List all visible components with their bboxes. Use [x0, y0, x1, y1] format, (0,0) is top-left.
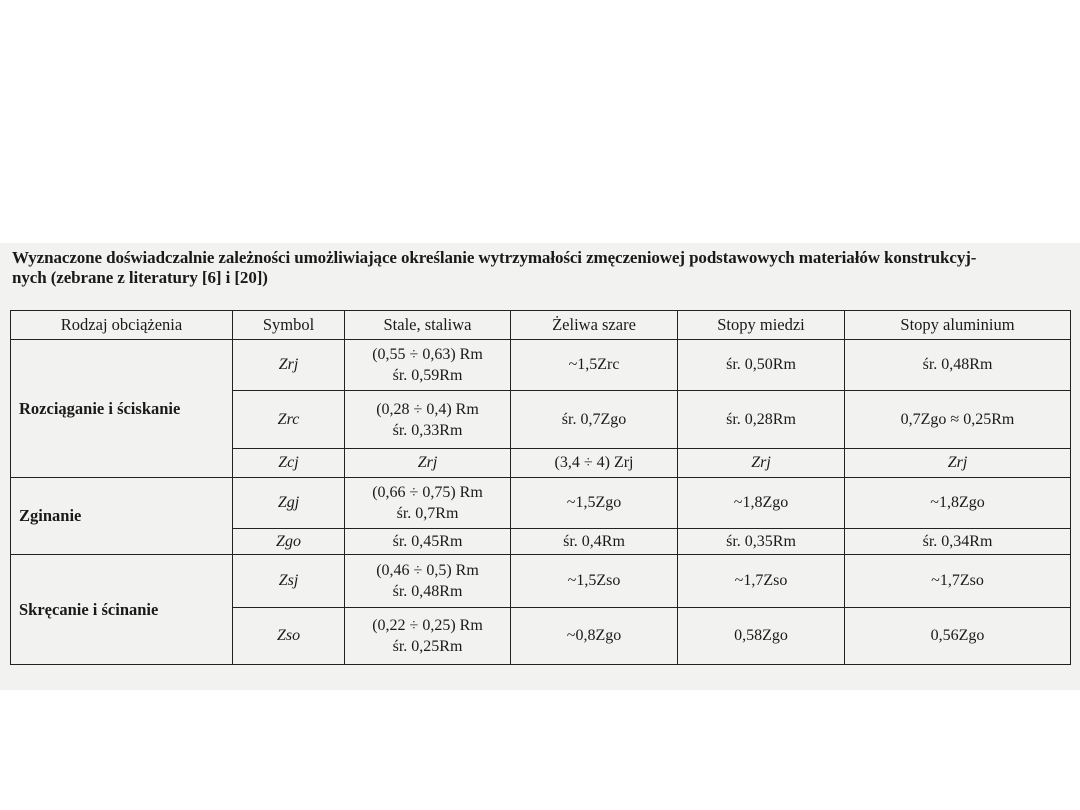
cast-iron-cell: (3,4 ÷ 4) Zrj: [511, 449, 678, 478]
cast-iron-cell: ~0,8Zgo: [511, 608, 678, 665]
aluminium-cell: śr. 0,48Rm: [845, 340, 1071, 391]
header-aluminium: Stopy aluminium: [845, 311, 1071, 340]
caption-line-2: nych (zebrane z literatury [6] i [20]): [12, 268, 268, 287]
steel-cell: [345, 340, 511, 391]
cast-iron-cell: śr. 0,4Rm: [511, 529, 678, 555]
header-symbol: Symbol: [233, 311, 345, 340]
steel-cell: [345, 608, 511, 665]
header-copper: Stopy miedzi: [678, 311, 845, 340]
header-steel: Stale, staliwa: [345, 311, 511, 340]
cast-iron-cell: ~1,5Zso: [511, 555, 678, 608]
aluminium-cell: 0,56Zgo: [845, 608, 1071, 665]
steel-average: śr. 0,59Rm: [392, 367, 463, 384]
copper-cell: śr. 0,28Rm: [678, 391, 845, 449]
header-cast-iron: Żeliwa szare: [511, 311, 678, 340]
steel-cell: śr. 0,45Rm: [345, 529, 511, 555]
load-type-cell: Zginanie: [11, 478, 233, 555]
cast-iron-cell: śr. 0,7Zgo: [511, 391, 678, 449]
aluminium-cell: ~1,8Zgo: [845, 478, 1071, 529]
fatigue-strength-table: [10, 310, 1071, 665]
symbol-cell: Zgj: [233, 478, 345, 529]
table-row: [11, 340, 1071, 391]
copper-cell: ~1,8Zgo: [678, 478, 845, 529]
header-load-type: Rodzaj obciążenia: [11, 311, 233, 340]
load-type-cell: Skręcanie i ścinanie: [11, 555, 233, 665]
table-row: [11, 478, 1071, 529]
copper-cell: 0,58Zgo: [678, 608, 845, 665]
copper-cell: ~1,7Zso: [678, 555, 845, 608]
steel-cell: [345, 555, 511, 608]
aluminium-cell: ~1,7Zso: [845, 555, 1071, 608]
steel-range: (0,55 ÷ 0,63) Rm: [372, 346, 483, 363]
steel-cell: [345, 478, 511, 529]
copper-cell: śr. 0,50Rm: [678, 340, 845, 391]
aluminium-cell: śr. 0,34Rm: [845, 529, 1071, 555]
steel-average: śr. 0,25Rm: [392, 638, 463, 655]
symbol-cell: Zso: [233, 608, 345, 665]
symbol-cell: Zrj: [233, 340, 345, 391]
steel-range: (0,28 ÷ 0,4) Rm: [376, 400, 479, 418]
steel-cell: [345, 391, 511, 449]
header-row: [11, 311, 1071, 340]
symbol-cell: Zsj: [233, 555, 345, 608]
steel-range: (0,46 ÷ 0,5) Rm: [376, 562, 479, 579]
cast-iron-cell: ~1,5Zrc: [511, 340, 678, 391]
caption-line-1: Wyznaczone doświadczalnie zależności umożliwiające określanie wytrzymałości zmęczeniowej podstawowych materiałów konstrukcyj-: [12, 248, 977, 267]
aluminium-cell: Zrj: [845, 449, 1071, 478]
aluminium-cell: 0,7Zgo ≈ 0,25Rm: [845, 391, 1071, 449]
symbol-cell: Zcj: [233, 449, 345, 478]
symbol-cell: Zrc: [233, 391, 345, 449]
steel-average: śr. 0,33Rm: [392, 421, 463, 439]
symbol-cell: Zgo: [233, 529, 345, 555]
copper-cell: Zrj: [678, 449, 845, 478]
table-row: [11, 555, 1071, 608]
cast-iron-cell: ~1,5Zgo: [511, 478, 678, 529]
table-caption: [12, 248, 1074, 288]
steel-average: śr. 0,7Rm: [396, 505, 459, 522]
steel-average: śr. 0,48Rm: [392, 583, 463, 600]
steel-range: (0,22 ÷ 0,25) Rm: [372, 617, 483, 634]
steel-range: (0,66 ÷ 0,75) Rm: [372, 484, 483, 501]
load-type-cell: Rozciąganie i ściskanie: [11, 340, 233, 478]
steel-cell: Zrj: [345, 449, 511, 478]
copper-cell: śr. 0,35Rm: [678, 529, 845, 555]
